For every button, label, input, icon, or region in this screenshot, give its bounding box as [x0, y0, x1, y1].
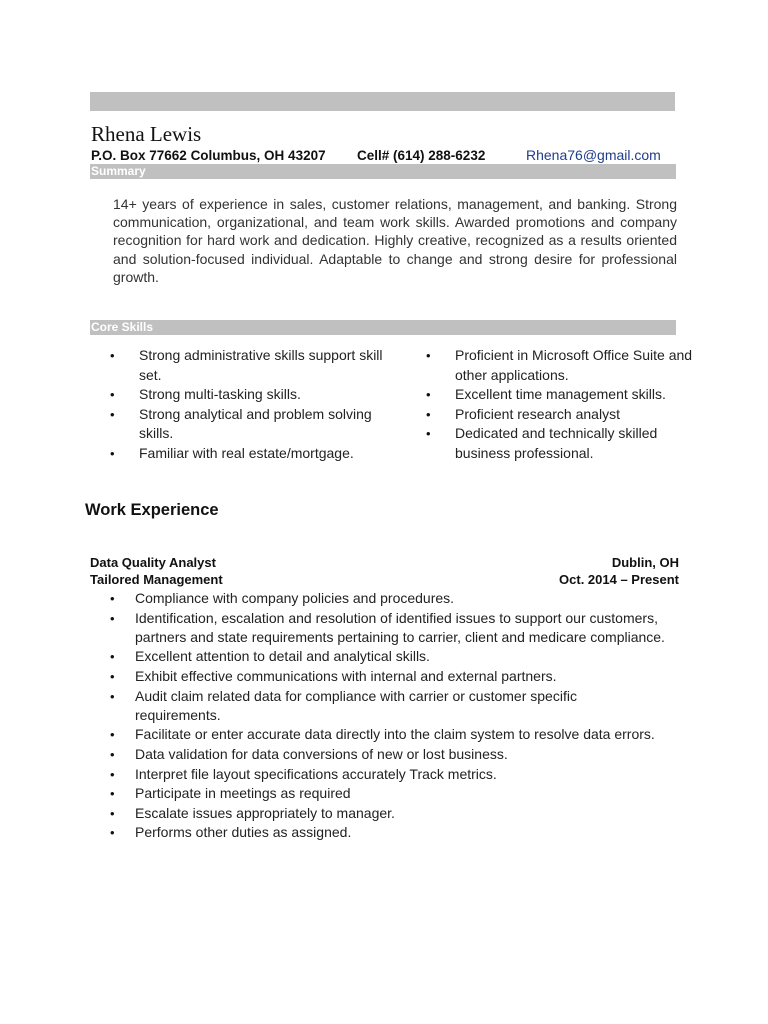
core-skills-list-right — [424, 346, 704, 463]
skill-item — [108, 346, 408, 385]
duty-item — [106, 647, 666, 666]
bullet-icon: • — [110, 766, 115, 782]
bullet-icon: • — [110, 727, 115, 743]
duty-text: Escalate issues appropriately to manager. — [135, 804, 395, 821]
duty-text: Data validation for data conversions of new or lost business. — [135, 745, 508, 762]
skill-text: Excellent time management skills. — [455, 386, 666, 402]
summary-heading: Summary — [91, 164, 146, 178]
core-skills-heading: Core Skills — [91, 320, 154, 334]
skill-item — [108, 444, 408, 464]
summary-section-bar — [90, 164, 676, 179]
contact-phone: Cell# (614) 288-6232 — [357, 148, 486, 163]
bullet-icon: • — [110, 406, 115, 422]
duty-item — [106, 745, 666, 764]
duty-item — [106, 765, 666, 784]
skill-text: Dedicated and technically skilled business professional. — [455, 425, 658, 461]
bullet-icon: • — [426, 387, 431, 402]
bullet-icon: • — [110, 591, 115, 606]
duty-text: Facilitate or enter accurate data directly into the claim system to resolve data errors. — [135, 726, 655, 743]
duty-text: Identification, escalation and resolution of identified issues to support our customers, partners and state requirements pertaining to carrier, client and medicare compliance. — [135, 609, 665, 645]
duty-text: Performs other duties as assigned. — [135, 824, 352, 841]
duty-item — [106, 823, 666, 842]
skill-text: Familiar with real estate/mortgage. — [139, 444, 354, 461]
bullet-icon: • — [110, 387, 115, 402]
bullet-icon: • — [426, 348, 431, 363]
skill-item — [424, 424, 704, 463]
job-company: Tailored Management — [90, 572, 223, 587]
skill-item — [424, 405, 704, 425]
contact-email-link[interactable]: Rhena76@gmail.com — [526, 147, 661, 163]
skill-item — [424, 385, 704, 405]
skill-item — [108, 405, 408, 444]
bullet-icon: • — [110, 805, 115, 821]
duty-item — [106, 804, 666, 823]
skill-text: Strong multi-tasking skills. — [139, 386, 301, 402]
core-skills-section-bar — [90, 320, 676, 335]
bullet-icon: • — [110, 786, 115, 802]
candidate-name: Rhena Lewis — [91, 122, 202, 146]
header-bar — [90, 92, 675, 111]
duty-item — [106, 667, 666, 686]
bullet-icon: • — [110, 746, 115, 762]
skill-item — [108, 385, 408, 405]
duty-text: Excellent attention to detail and analytical skills. — [135, 648, 430, 665]
bullet-icon: • — [110, 445, 115, 461]
skill-item — [424, 346, 704, 385]
duty-text: Participate in meetings as required — [135, 785, 351, 802]
bullet-icon: • — [110, 348, 115, 363]
duty-item — [106, 784, 666, 803]
job-dates: Oct. 2014 – Present — [559, 572, 679, 587]
duty-text: Compliance with company policies and procedures. — [135, 590, 455, 606]
duty-item — [106, 687, 666, 725]
core-skills-list-left — [108, 346, 408, 463]
bullet-icon: • — [426, 406, 431, 422]
bullet-icon: • — [110, 610, 115, 626]
bullet-icon: • — [110, 688, 115, 704]
duty-item — [106, 589, 666, 608]
duty-item — [106, 609, 666, 647]
work-experience-heading: Work Experience — [85, 501, 219, 519]
job-title: Data Quality Analyst — [90, 555, 216, 570]
job-location: Dublin, OH — [611, 555, 679, 570]
summary-paragraph: 14+ years of experience in sales, customer relations, management, and banking. Strong communication, organizational, and team work skills. Awarded promotions and company recognition for hard work and dedication. Highly creative, recognized as a results oriented and solution-focused individual. Adaptable to change and strong desire for professional growth. — [113, 196, 677, 285]
bullet-icon: • — [110, 649, 115, 665]
job-duties-list — [106, 589, 666, 843]
duty-text: Audit claim related data for compliance with carrier or customer specific requirements. — [135, 687, 577, 723]
skill-text: Proficient research analyst — [455, 405, 620, 422]
bullet-icon: • — [110, 825, 115, 841]
duty-item — [106, 725, 666, 744]
bullet-icon: • — [110, 668, 115, 684]
skill-text: Proficient in Microsoft Office Suite and other applications. — [455, 347, 693, 383]
duty-text: Interpret file layout specifications accurately Track metrics. — [135, 765, 497, 782]
contact-address: P.O. Box 77662 Columbus, OH 43207 — [91, 148, 326, 163]
bullet-icon: • — [426, 426, 431, 441]
skill-text: Strong analytical and problem solving skills. — [139, 405, 372, 441]
skill-text: Strong administrative skills support skill set. — [139, 347, 383, 383]
duty-text: Exhibit effective communications with internal and external partners. — [135, 667, 557, 684]
